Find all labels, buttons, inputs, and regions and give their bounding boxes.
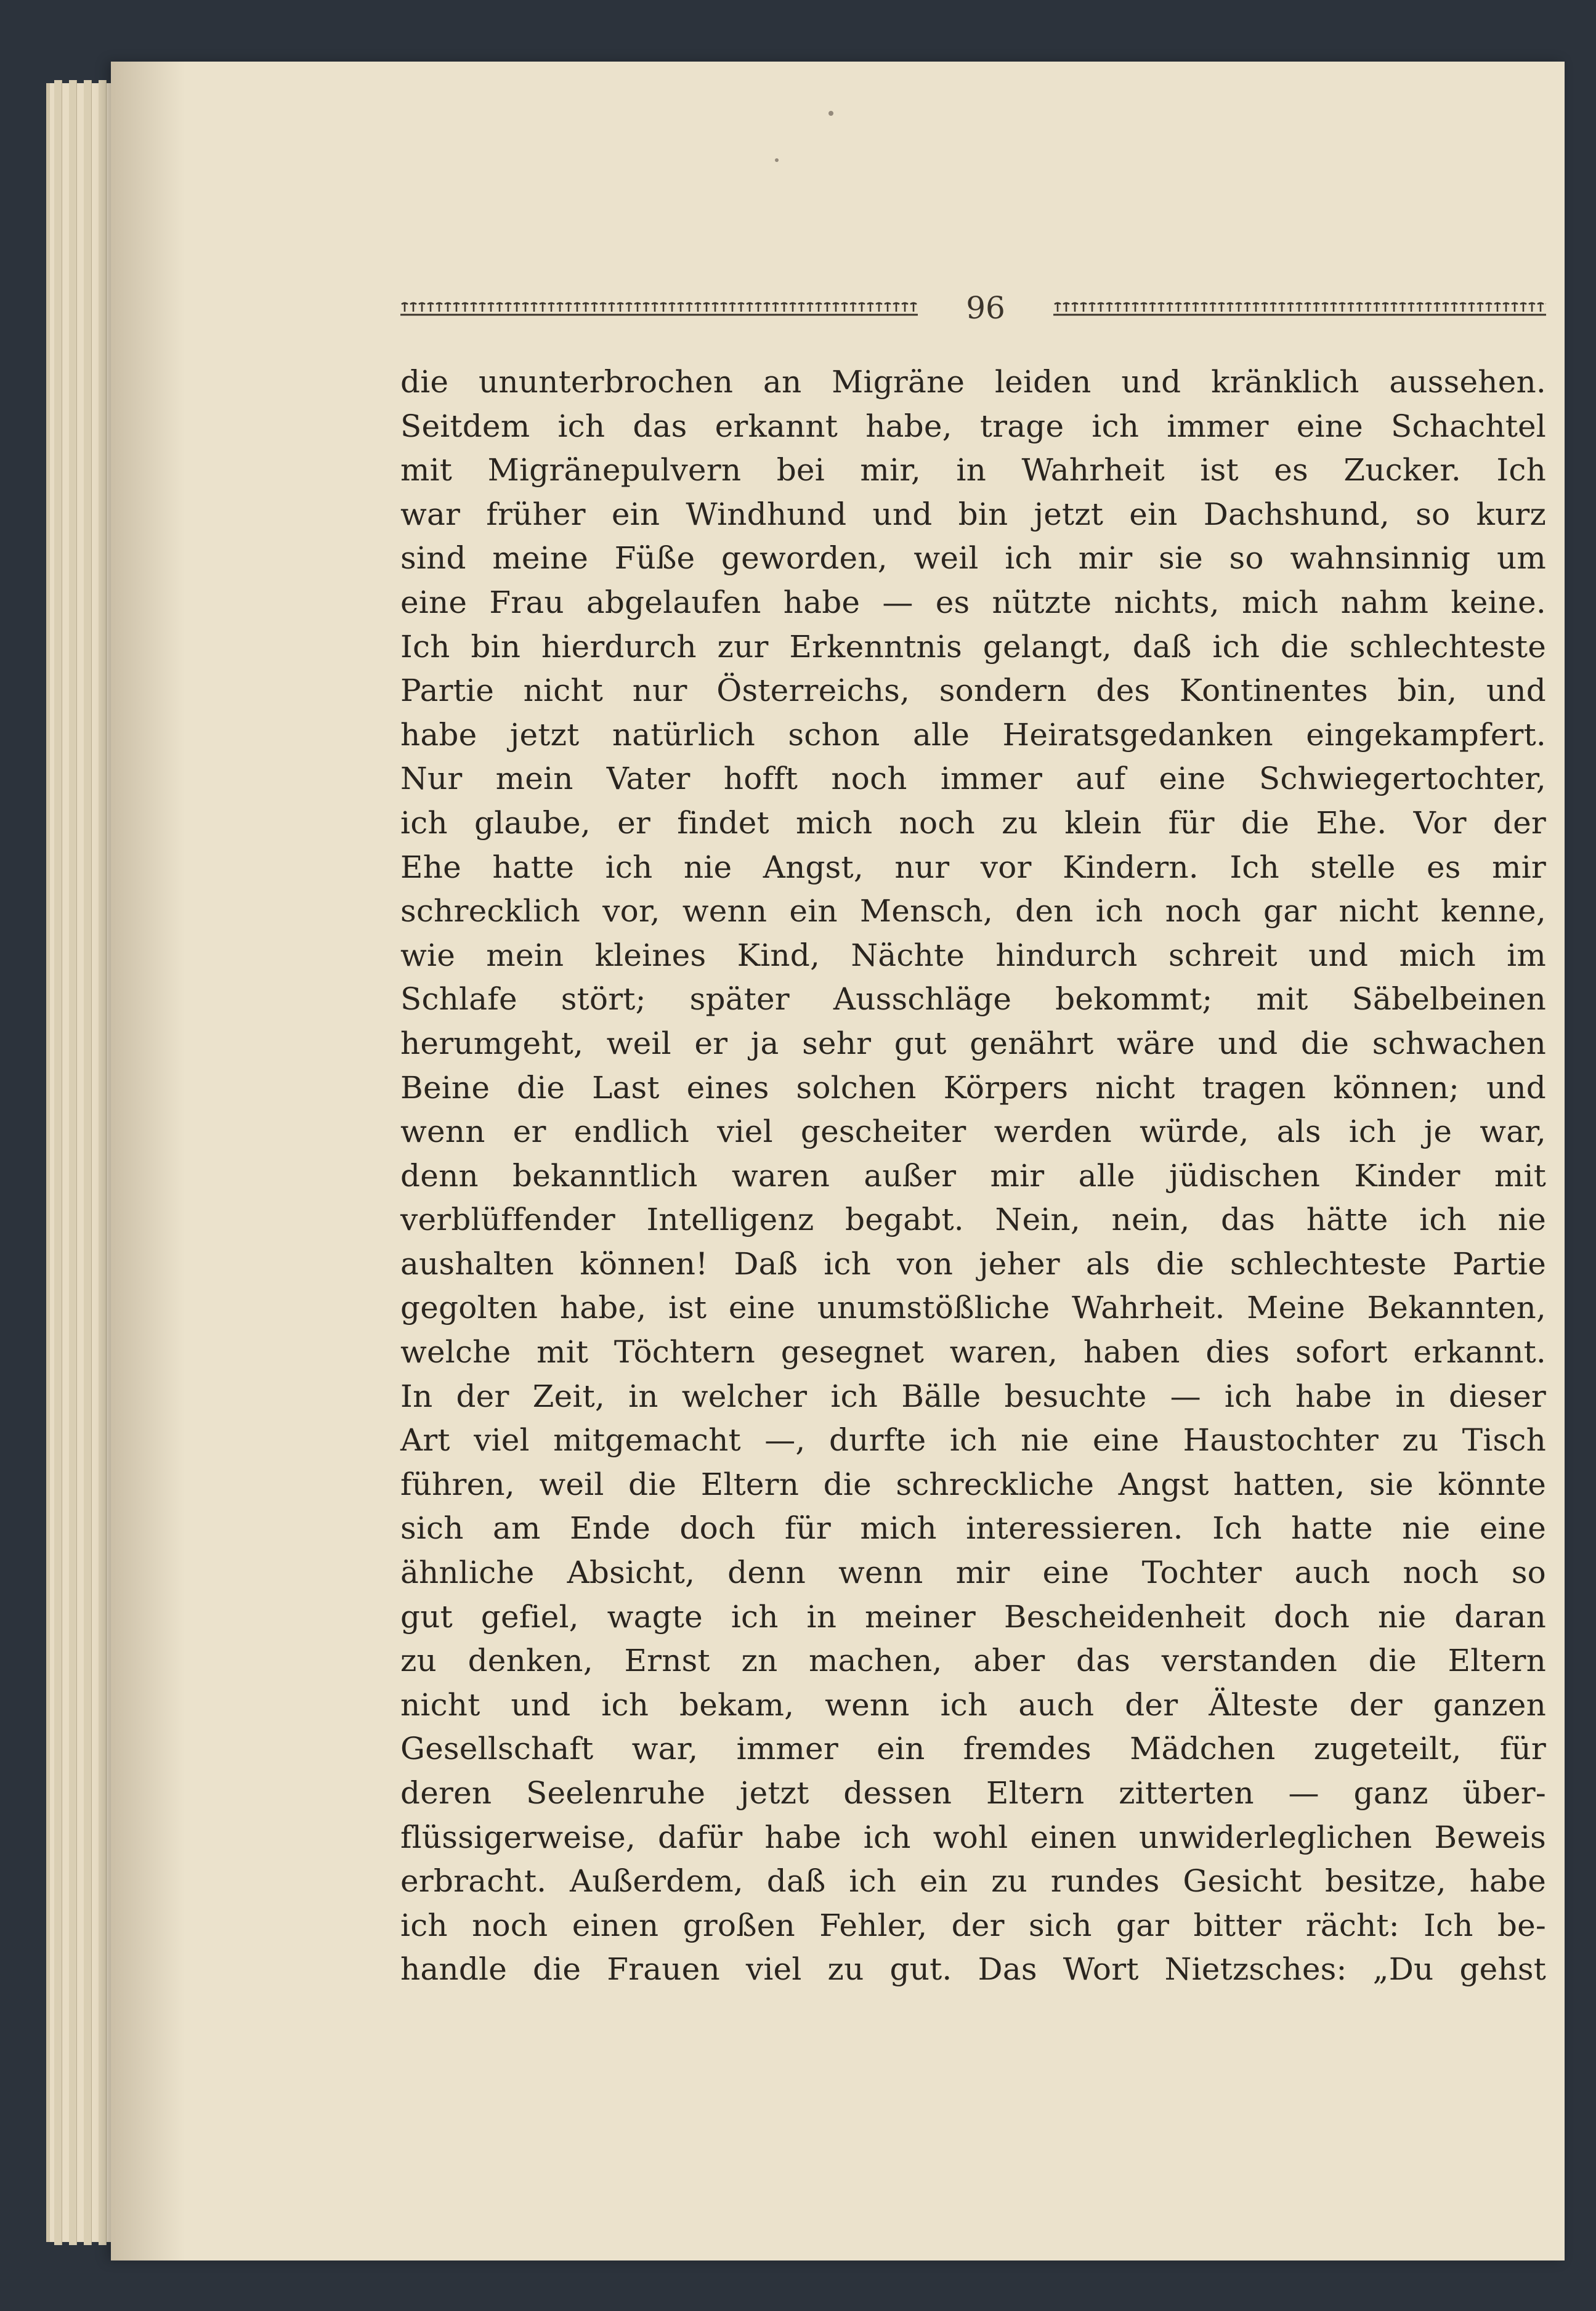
text-line: mit Migränepulvern bei mir, in Wahrheit ist es Zucker. Ich	[400, 452, 1546, 488]
text-line: Schlafe stört; später Ausschläge bekommt; mit Säbelbeinen	[400, 981, 1546, 1018]
body-text	[400, 360, 1546, 1992]
text-line: gegolten habe, ist eine unumstößliche Wahrheit. Meine Bekannten,	[400, 1290, 1546, 1326]
text-line: schrecklich vor, wenn ein Mensch, den ich noch gar nicht kenne,	[400, 893, 1546, 929]
text-line: verblüffender Intelligenz begabt. Nein, nein, das hätte ich nie	[400, 1202, 1546, 1238]
book-page	[111, 62, 1565, 2260]
text-line: In der Zeit, in welcher ich Bälle besuchte — ich habe in dieser	[400, 1378, 1546, 1414]
page-edge	[99, 80, 107, 2245]
text-line: wenn er endlich viel gescheiter werden würde, als ich je war,	[400, 1114, 1546, 1150]
text-line: Partie nicht nur Österreichs, sondern des Kontinentes bin, und	[400, 673, 1546, 709]
page-edge	[69, 80, 77, 2245]
text-line: erbracht. Außerdem, daß ich ein zu rundes Gesicht besitze, habe	[400, 1863, 1546, 1900]
page-edge	[84, 80, 92, 2245]
text-line: handle die Frauen viel zu gut. Das Wort Nietzsches: „Du gehst	[400, 1951, 1546, 1988]
paper-speck	[828, 111, 833, 116]
text-line: ich noch einen großen Fehler, der sich gar bitter rächt: Ich be-	[400, 1907, 1546, 1943]
text-line: welche mit Töchtern gesegnet waren, haben dies sofort erkannt.	[400, 1334, 1546, 1370]
header-ornament-right	[1053, 302, 1546, 318]
text-line: zu denken, Ernst zn machen, aber das verstanden die Eltern	[400, 1643, 1546, 1679]
text-line: habe jetzt natürlich schon alle Heiratsgedanken eingekampfert.	[400, 716, 1546, 753]
text-line: Seitdem ich das erkannt habe, trage ich immer eine Schachtel	[400, 408, 1546, 444]
text-line: Ich bin hierdurch zur Erkenntnis gelangt, daß ich die schlechteste	[400, 628, 1546, 665]
text-line: wie mein kleines Kind, Nächte hindurch schreit und mich im	[400, 937, 1546, 973]
text-line: deren Seelenruhe jetzt dessen Eltern zitterten — ganz über-	[400, 1775, 1546, 1811]
text-line: ich glaube, er findet mich noch zu klein für die Ehe. Vor der	[400, 804, 1546, 841]
text-line: flüssigerweise, dafür habe ich wohl einen unwiderleglichen Beweis	[400, 1819, 1546, 1855]
text-line: ähnliche Absicht, denn wenn mir eine Tochter auch noch so	[400, 1555, 1546, 1591]
text-line: eine Frau abgelaufen habe — es nützte nichts, mich nahm keine.	[400, 584, 1546, 620]
paper-speck	[775, 158, 779, 162]
text-line: denn bekanntlich waren außer mir alle jüdischen Kinder mit	[400, 1157, 1546, 1194]
running-header	[400, 283, 1546, 333]
text-line: gut gefiel, wagte ich in meiner Bescheidenheit doch nie daran	[400, 1598, 1546, 1635]
text-line: war früher ein Windhund und bin jetzt ein Dachshund, so kurz	[400, 496, 1546, 532]
text-line: führen, weil die Eltern die schreckliche Angst hatten, sie könnte	[400, 1466, 1546, 1502]
page-number: 96	[966, 290, 1005, 326]
text-line: sich am Ende doch für mich interessieren. Ich hatte nie eine	[400, 1510, 1546, 1547]
text-line: nicht und ich bekam, wenn ich auch der Älteste der ganzen	[400, 1686, 1546, 1723]
text-line: Beine die Last eines solchen Körpers nicht tragen können; und	[400, 1069, 1546, 1106]
header-ornament-left	[400, 302, 918, 318]
text-line: Ehe hatte ich nie Angst, nur vor Kindern. Ich stelle es mir	[400, 849, 1546, 885]
text-line: Art viel mitgemacht —, durfte ich nie eine Haustochter zu Tisch	[400, 1422, 1546, 1459]
text-line: Gesellschaft war, immer ein fremdes Mädchen zugeteilt, für	[400, 1731, 1546, 1767]
text-line: aushalten können! Daß ich von jeher als die schlechteste Partie	[400, 1245, 1546, 1282]
page-edge	[54, 80, 62, 2245]
text-line: die ununterbrochen an Migräne leiden und kränklich aussehen.	[400, 364, 1546, 400]
gutter-shadow	[111, 62, 185, 2260]
text-line: sind meine Füße geworden, weil ich mir sie so wahnsinnig um	[400, 540, 1546, 577]
text-line: Nur mein Vater hofft noch immer auf eine Schwiegertochter,	[400, 761, 1546, 797]
text-line: herumgeht, weil er ja sehr gut genährt wäre und die schwachen	[400, 1025, 1546, 1061]
